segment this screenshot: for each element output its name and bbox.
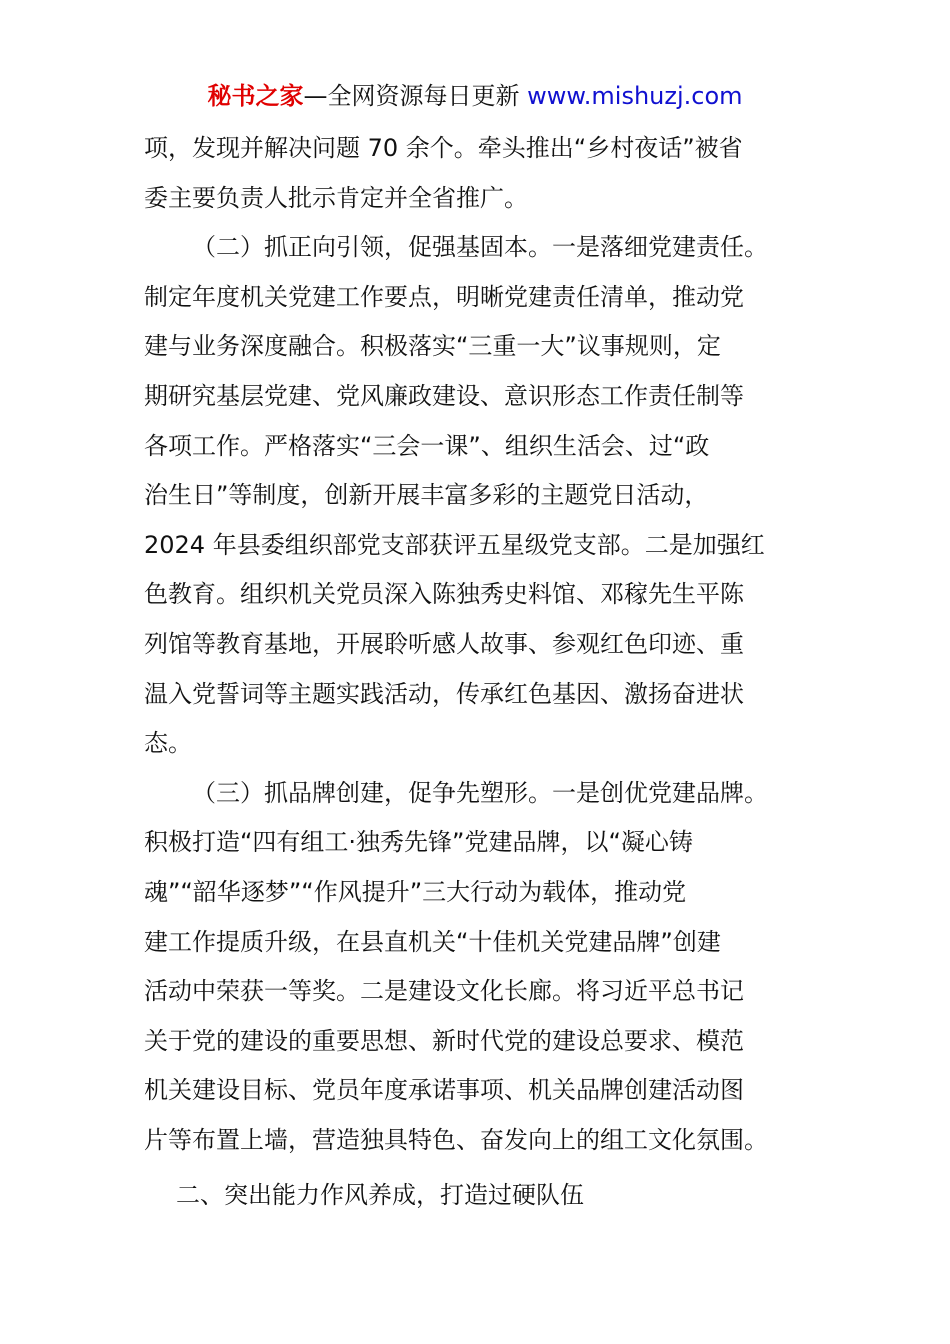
section-heading: 二、突出能力作风养成，打造过硬队伍	[176, 1181, 584, 1210]
text-line: 片等布置上墙，营造独具特色、奋发向上的组工文化氛围。	[144, 1125, 768, 1154]
text-line: 积极打造“四有组工·独秀先锋”党建品牌，以“凝心铸	[144, 828, 693, 857]
text-line: 建与业务深度融合。积极落实“三重一大”议事规则，定	[144, 332, 721, 361]
text-line: 活动中荣获一等奖。二是建设文化长廊。将习近平总书记	[144, 977, 744, 1006]
text-line: 魂”“韶华逐梦”“作风提升”三大行动为载体，推动党	[144, 877, 687, 906]
text-line: 制定年度机关党建工作要点，明晰党建责任清单，推动党	[144, 282, 744, 311]
text-line: 列馆等教育基地，开展聆听感人故事、参观红色印迹、重	[144, 629, 744, 658]
text-line: 委主要负责人批示肯定并全省推广。	[144, 183, 528, 212]
text-line: 建工作提质升级，在县直机关“十佳机关党建品牌”创建	[144, 927, 721, 956]
text-line: 机关建设目标、党员年度承诺事项、机关品牌创建活动图	[144, 1076, 744, 1105]
text-line: 温入党誓词等主题实践活动，传承红色基因、激扬奋进状	[144, 679, 744, 708]
text-line: 期研究基层党建、党风廉政建设、意识形态工作责任制等	[144, 381, 744, 410]
text-line: 2024 年县委组织部党支部获评五星级党支部。二是加强红	[144, 530, 765, 559]
text-line: 态。	[144, 729, 192, 758]
site-url-link[interactable]: www.mishuzj.com	[527, 82, 743, 110]
text-line: 各项工作。严格落实“三会一课”、组织生活会、过“政	[144, 431, 710, 460]
text-line: 治生日”等制度，创新开展丰富多彩的主题党日活动，	[144, 481, 709, 510]
document-body	[144, 124, 808, 1221]
text-line: 关于党的建设的重要思想、新时代党的建设总要求、模范	[144, 1026, 744, 1055]
text-line: 色教育。组织机关党员深入陈独秀史料馆、邓稼先生平陈	[144, 580, 744, 609]
site-header	[0, 80, 950, 112]
paragraph-heading: （三）抓品牌创建，促争先塑形。一是创优党建品牌。	[192, 778, 768, 807]
brand-name: 秘书之家	[207, 82, 304, 110]
header-tagline: —全网资源每日更新	[303, 82, 528, 110]
text-line: 项，发现并解决问题 70 余个。牵头推出“乡村夜话”被省	[144, 134, 743, 162]
paragraph-heading: （二）抓正向引领，促强基固本。一是落细党建责任。	[192, 233, 768, 262]
